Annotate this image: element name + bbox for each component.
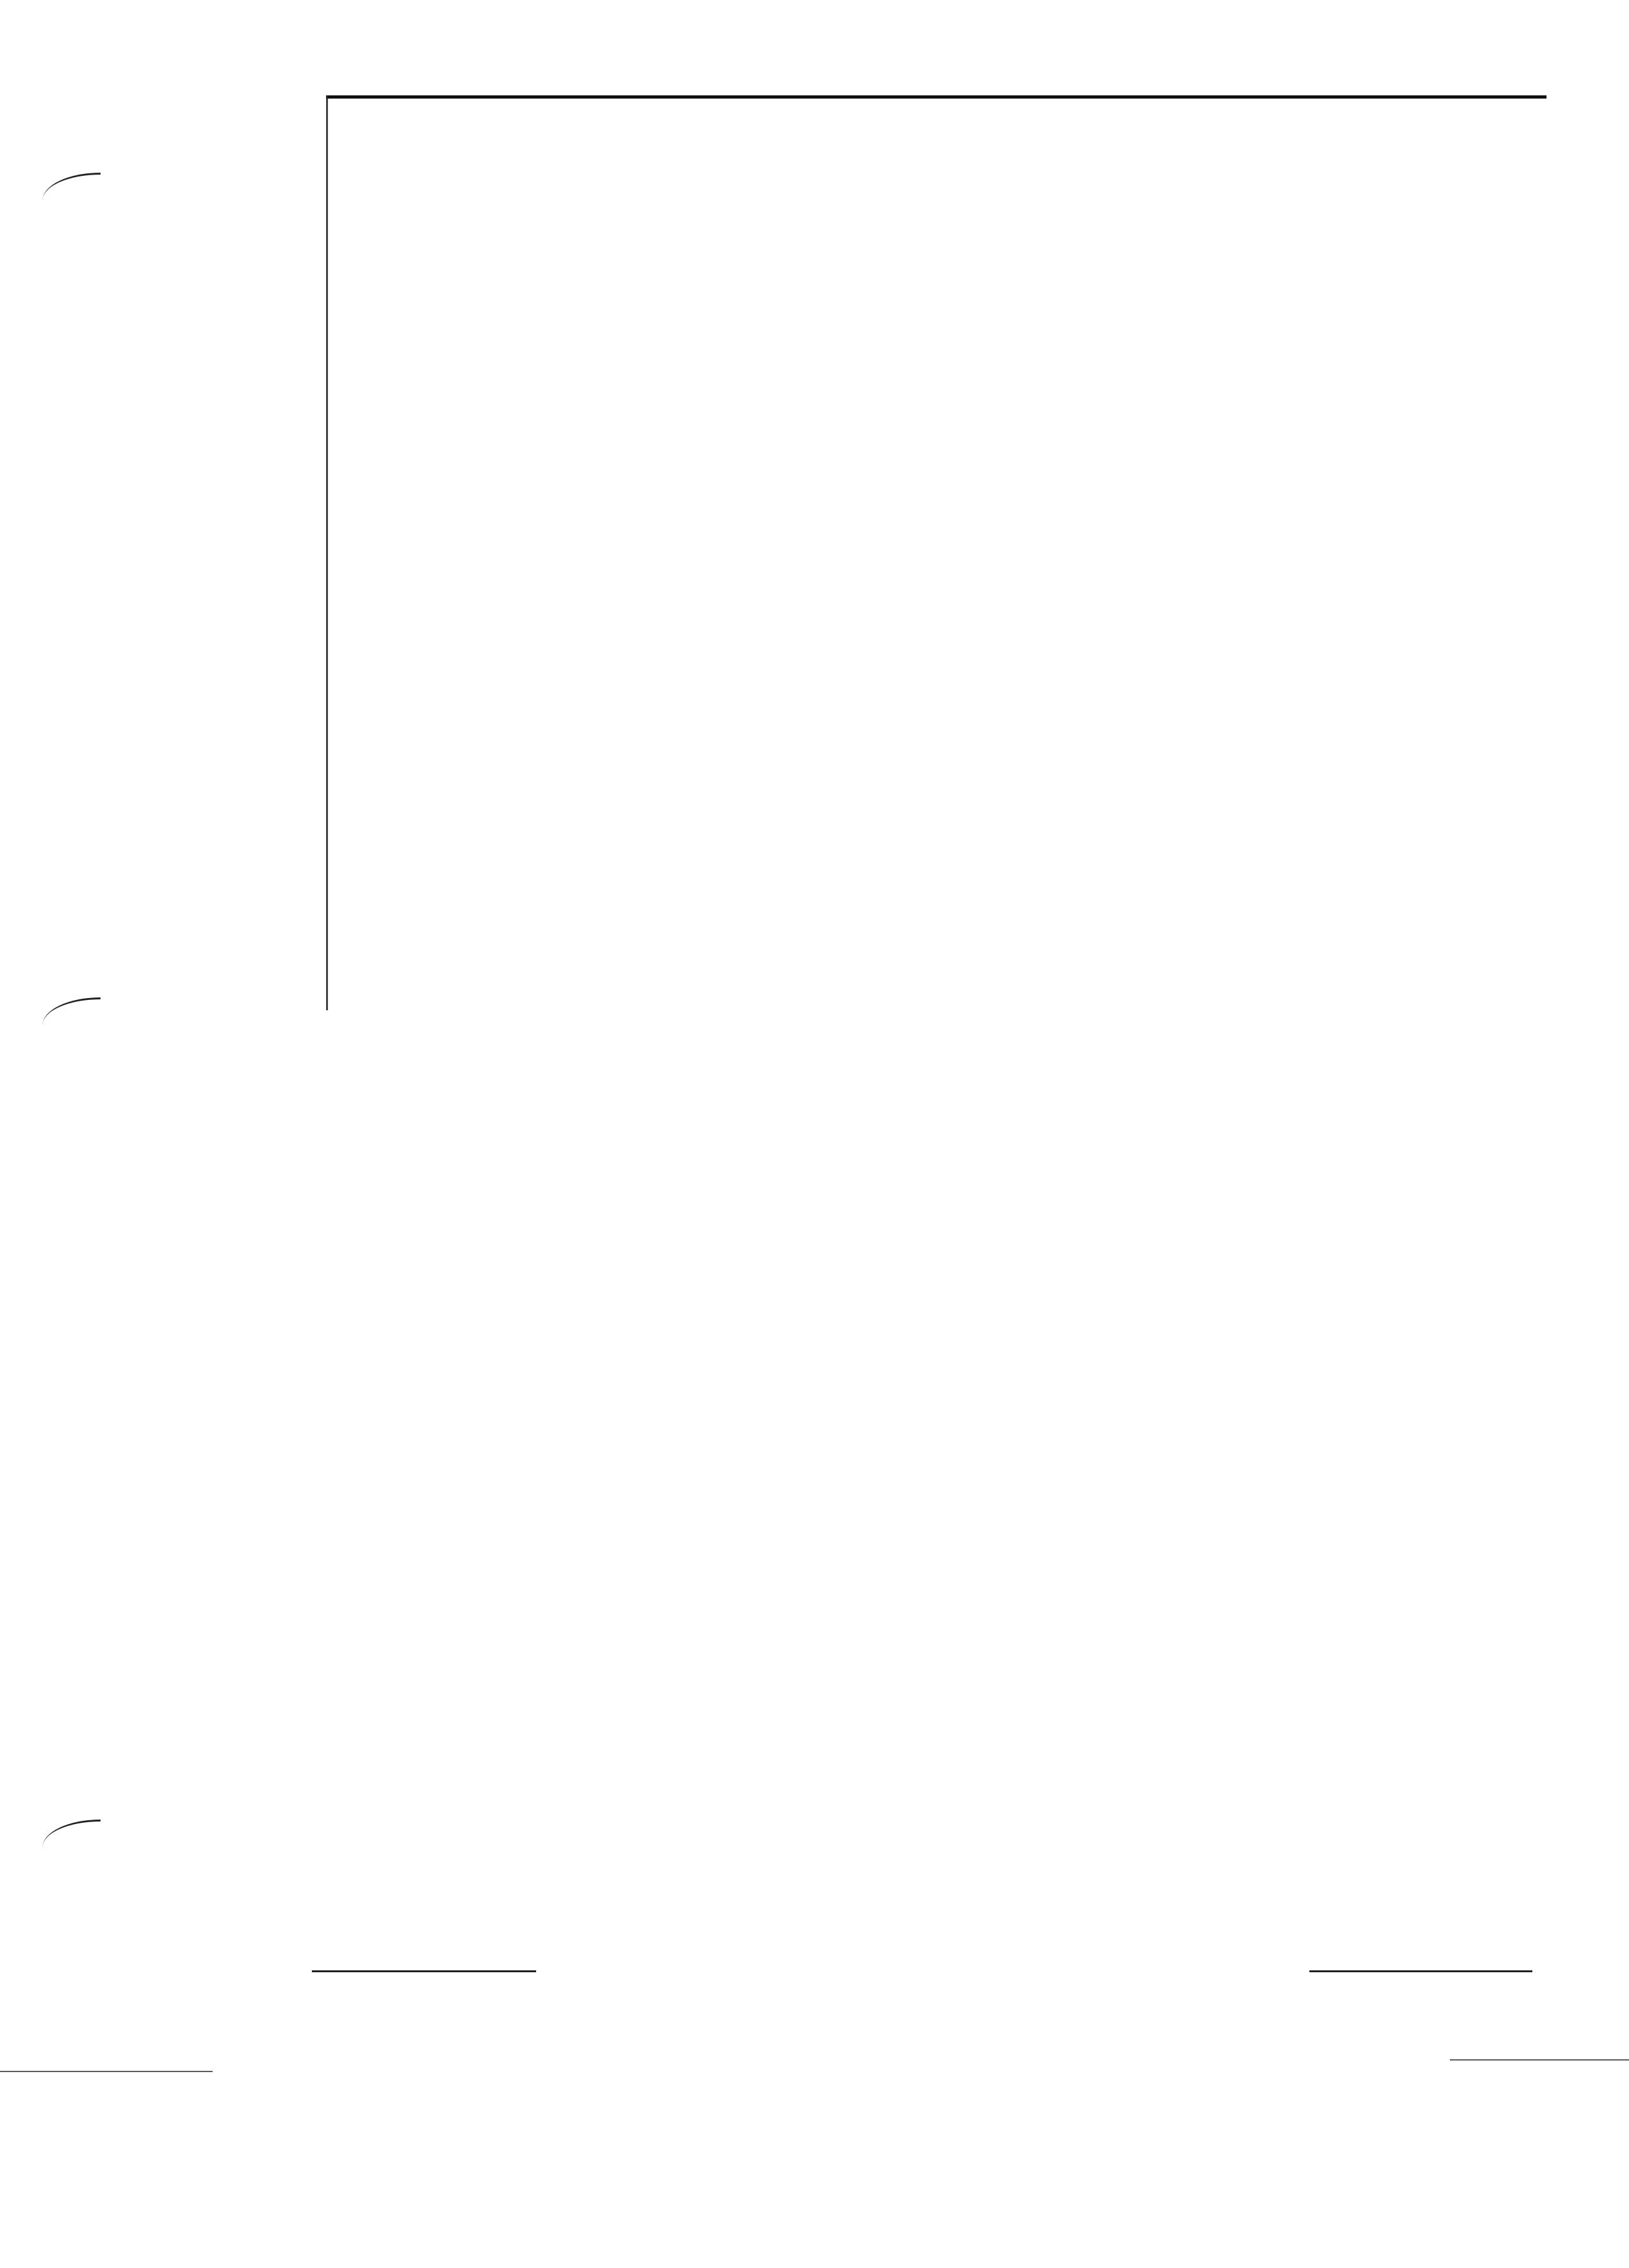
left-margin-rule	[326, 95, 328, 1010]
scan-artifact-line	[0, 2071, 213, 2072]
margin-mark	[43, 173, 101, 200]
scan-artifact-line	[1450, 2059, 1629, 2061]
margin-mark	[43, 1820, 101, 1847]
footer-rule-right	[1309, 1970, 1532, 1972]
margin-mark	[43, 997, 101, 1025]
footer-rule-left	[312, 1970, 536, 1972]
header-rule	[326, 95, 1547, 99]
